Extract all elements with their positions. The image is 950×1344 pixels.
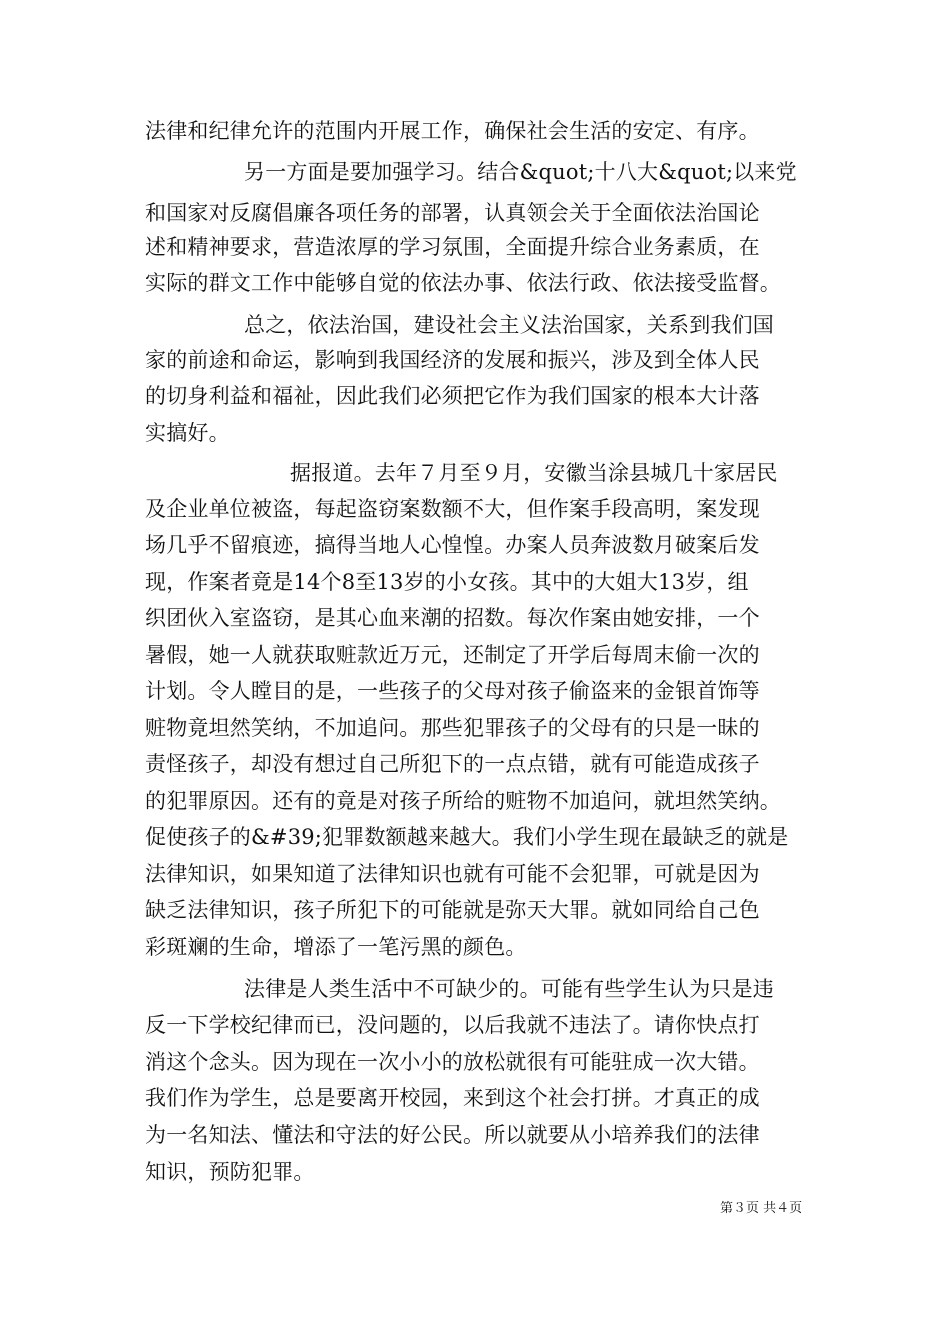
paragraph-first-line: 总之，依法治国，建设社会主义法治国家，关系到我们国 (244, 313, 774, 337)
text-line: 知识，预防犯罪。 (145, 1160, 315, 1184)
text-line: 反一下学校纪律而已，没问题的，以后我就不违法了。请你快点打 (145, 1013, 760, 1037)
paragraph-first-line: 法律是人类生活中不可缺少的。可能有些学生认为只是违 (244, 977, 774, 1001)
text-line: 法律知识，如果知道了法律知识也就有可能不会犯罪，可就是因为 (145, 862, 760, 886)
page-number-footer: 第３页 共４页 (720, 1201, 803, 1216)
text-line: 缺乏法律知识，孩子所犯下的可能就是弥天大罪。就如同给自己色 (145, 898, 760, 922)
text-line: 场几乎不留痕迹，搞得当地人心惶惶。办案人员奔波数月破案后发 (145, 533, 760, 557)
text-line: 现，作案者竟是14个8至13岁的小女孩。其中的大姐大13岁，组 (145, 570, 749, 594)
text-line: 为一名知法、懂法和守法的好公民。所以就要从小培养我们的法律 (145, 1123, 760, 1147)
text-line: 的犯罪原因。还有的竟是对孩子所给的赃物不加追问，就坦然笑纳。 (145, 789, 781, 813)
text-line: 赃物竟坦然笑纳，不加追问。那些犯罪孩子的父母有的只是一昧的 (145, 716, 760, 740)
text-line: 和国家对反腐倡廉各项任务的部署，认真领会关于全面依法治国论 (145, 201, 760, 225)
text-line: 彩斑斓的生命，增添了一笔污黑的颜色。 (145, 935, 527, 959)
text-line: 及企业单位被盗，每起盗窃案数额不大，但作案手段高明，案发现 (145, 497, 760, 521)
text-line: 法律和纪律允许的范围内开展工作，确保社会生活的安定、有序。 (145, 119, 760, 143)
text-line: 暑假，她一人就获取赃款近万元，还制定了开学后每周末偷一次的 (145, 643, 760, 667)
text-line: 消这个念头。因为现在一次小小的放松就很有可能驻成一次大错。 (145, 1050, 760, 1074)
text-line: 织团伙入室盗窃，是其心血来潮的招数。每次作案由她安排，一个 (145, 606, 760, 630)
text-line: 述和精神要求，营造浓厚的学习氛围，全面提升综合业务素质，在 (145, 235, 760, 259)
text-line: 计划。令人瞠目的是，一些孩子的父母对孩子偷盗来的金银首饰等 (145, 679, 760, 703)
text-line: 家的前途和命运，影响到我国经济的发展和振兴，涉及到全体人民 (145, 348, 760, 372)
text-line: 促使孩子的&#39;犯罪数额越来越大。我们小学生现在最缺乏的就是 (145, 825, 789, 849)
paragraph-first-line: 据报道。去年７月至９月，安徽当涂县城几十家居民 (290, 461, 778, 485)
text-line: 我们作为学生，总是要离开校园，来到这个社会打拼。才真正的成 (145, 1086, 760, 1110)
text-line: 实搞好。 (145, 421, 230, 445)
text-line: 的切身利益和福祉，因此我们必须把它作为我们国家的根本大计落 (145, 384, 760, 408)
text-line: 实际的群文工作中能够自觉的依法办事、依法行政、依法接受监督。 (145, 271, 781, 295)
paragraph-first-line: 另一方面是要加强学习。结合&quot;十八大&quot;以来党 (244, 160, 797, 184)
text-line: 责怪孩子，却没有想过自己所犯下的一点点错，就有可能造成孩子 (145, 752, 760, 776)
